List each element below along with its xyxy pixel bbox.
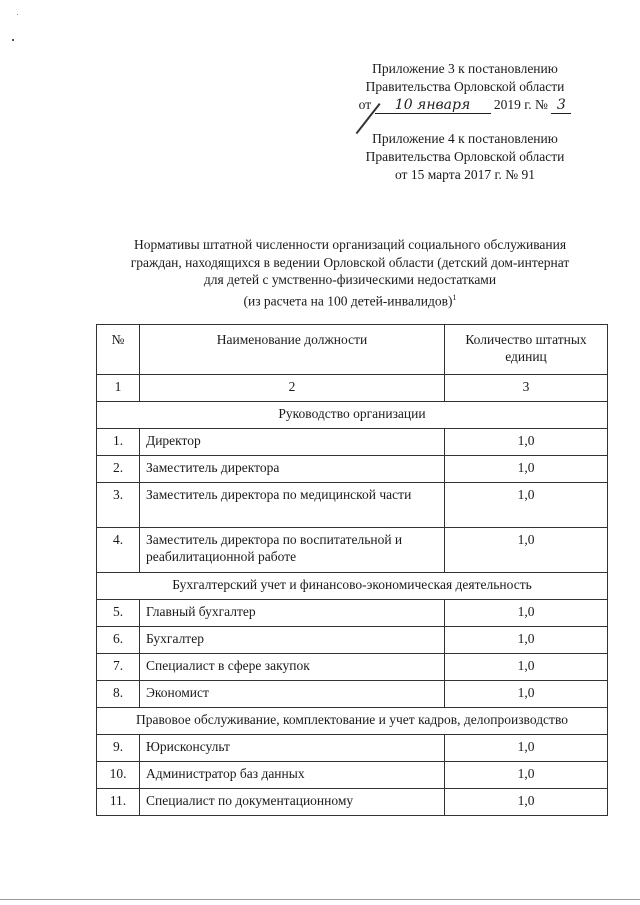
row-number: 11. bbox=[97, 789, 140, 816]
staff-count: 1,0 bbox=[445, 627, 608, 654]
document-title bbox=[90, 236, 610, 310]
table-row bbox=[97, 456, 608, 483]
footnote-mark: 1 bbox=[452, 292, 457, 302]
handwritten-date: 10 января bbox=[394, 97, 471, 113]
staff-count: 1,0 bbox=[445, 483, 608, 528]
current-appendix-line1: Приложение 3 к постановлению bbox=[372, 61, 558, 76]
row-number: 5. bbox=[97, 600, 140, 627]
table-header-row bbox=[97, 325, 608, 375]
column-number: 3 bbox=[445, 375, 608, 402]
previous-appendix-line3: от 15 марта 2017 г. № 91 bbox=[394, 167, 536, 182]
position-name: Главный бухгалтер bbox=[140, 600, 445, 627]
staff-count: 1,0 bbox=[445, 456, 608, 483]
staff-count: 1,0 bbox=[445, 600, 608, 627]
staff-count: 1,0 bbox=[445, 789, 608, 816]
current-appendix-line2: Правительства Орловской области bbox=[365, 79, 565, 94]
section-row bbox=[97, 708, 608, 735]
handwritten-number-field bbox=[551, 97, 571, 114]
row-number: 8. bbox=[97, 681, 140, 708]
table-row bbox=[97, 789, 608, 816]
year-text: 2019 г. № bbox=[493, 97, 548, 112]
position-name: Администратор баз данных bbox=[140, 762, 445, 789]
column-number-row bbox=[97, 375, 608, 402]
column-number: 1 bbox=[97, 375, 140, 402]
column-number: 2 bbox=[140, 375, 445, 402]
row-number: 3. bbox=[97, 483, 140, 528]
page-edge-line bbox=[0, 899, 640, 900]
position-name: Экономист bbox=[140, 681, 445, 708]
current-appendix-header bbox=[320, 60, 610, 114]
table-row bbox=[97, 681, 608, 708]
row-number: 1. bbox=[97, 429, 140, 456]
previous-appendix-header bbox=[320, 130, 610, 184]
staff-count: 1,0 bbox=[445, 654, 608, 681]
scan-speck bbox=[17, 14, 18, 15]
row-number: 10. bbox=[97, 762, 140, 789]
row-number: 4. bbox=[97, 528, 140, 573]
table-row bbox=[97, 528, 608, 573]
row-number: 6. bbox=[97, 627, 140, 654]
handwritten-date-field bbox=[375, 97, 491, 114]
staff-count: 1,0 bbox=[445, 681, 608, 708]
position-name: Бухгалтер bbox=[140, 627, 445, 654]
title-line2: граждан, находящихся в ведении Орловской области (детский дом-интернат bbox=[130, 254, 570, 270]
section-title: Бухгалтерский учет и финансово-экономическая деятельность bbox=[97, 573, 608, 600]
position-name: Заместитель директора по медицинской части bbox=[140, 483, 445, 528]
row-number: 9. bbox=[97, 735, 140, 762]
position-name: Директор bbox=[140, 429, 445, 456]
current-appendix-date bbox=[320, 96, 610, 114]
row-number: 7. bbox=[97, 654, 140, 681]
position-name: Заместитель директора bbox=[140, 456, 445, 483]
title-line4 bbox=[90, 289, 610, 310]
date-prefix: от bbox=[358, 97, 372, 112]
title-line4-text: (из расчета на 100 детей-инвалидов) bbox=[243, 293, 453, 308]
position-name: Специалист в сфере закупок bbox=[140, 654, 445, 681]
staff-count: 1,0 bbox=[445, 762, 608, 789]
previous-appendix-line2: Правительства Орловской области bbox=[365, 149, 565, 164]
row-number: 2. bbox=[97, 456, 140, 483]
table-row bbox=[97, 627, 608, 654]
table-row bbox=[97, 429, 608, 456]
table-row bbox=[97, 483, 608, 528]
section-row bbox=[97, 402, 608, 429]
position-name: Специалист по документационному bbox=[140, 789, 445, 816]
scan-speck bbox=[12, 39, 14, 41]
header-num: № bbox=[97, 325, 140, 375]
table-row bbox=[97, 762, 608, 789]
table-row bbox=[97, 654, 608, 681]
staffing-table bbox=[96, 324, 608, 816]
table-row bbox=[97, 735, 608, 762]
table-row bbox=[97, 600, 608, 627]
staff-count: 1,0 bbox=[445, 735, 608, 762]
section-row bbox=[97, 573, 608, 600]
handwritten-number: 3 bbox=[556, 97, 566, 113]
staff-count: 1,0 bbox=[445, 429, 608, 456]
header-position: Наименование должности bbox=[140, 325, 445, 375]
section-title: Правовое обслуживание, комплектование и учет кадров, делопроизводство bbox=[97, 708, 608, 735]
title-line1: Нормативы штатной численности организаций социального обслуживания bbox=[133, 237, 567, 252]
title-line3: для детей с умственно-физическими недостатками bbox=[203, 272, 497, 287]
position-name: Заместитель директора по воспитательной и реабилитационной работе bbox=[140, 528, 445, 573]
position-name: Юрисконсульт bbox=[140, 735, 445, 762]
section-title: Руководство организации bbox=[97, 402, 608, 429]
staff-count: 1,0 bbox=[445, 528, 608, 573]
header-count: Количество штатных единиц bbox=[445, 325, 608, 375]
previous-appendix-line1: Приложение 4 к постановлению bbox=[372, 131, 558, 146]
